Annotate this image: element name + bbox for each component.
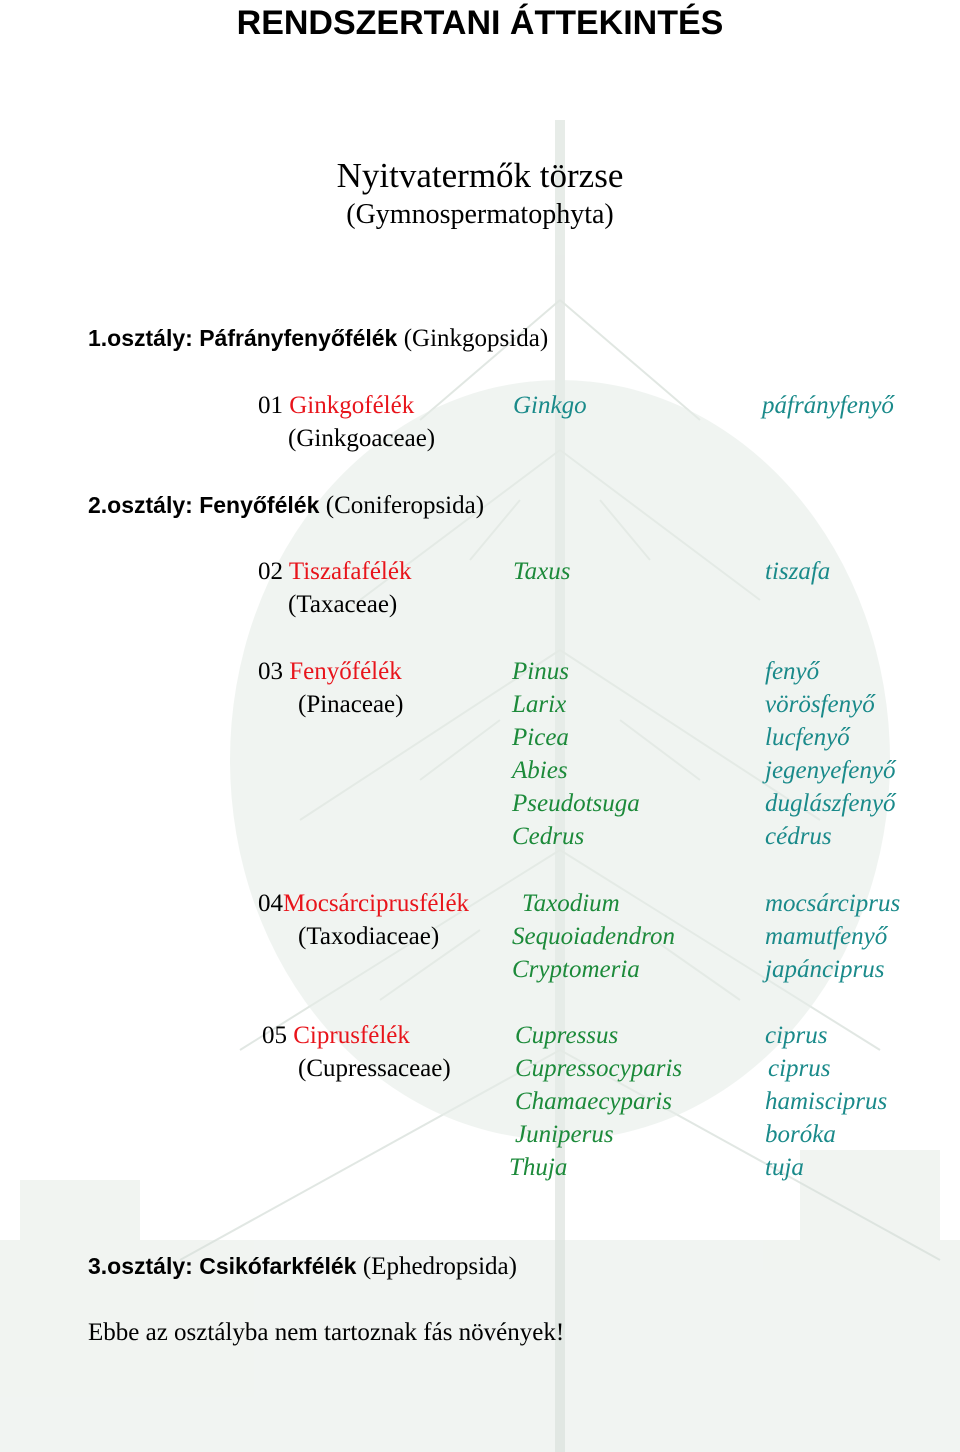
genus-name: Larix <box>512 691 567 718</box>
class-latin: (Coniferopsida) <box>325 492 485 519</box>
common-name: boróka <box>765 1121 836 1148</box>
family-latin: (Ginkgoaceae) <box>288 425 436 452</box>
class-label: 3.osztály: Csikófarkfélék <box>88 1253 357 1279</box>
family-number: 05 <box>262 1022 287 1049</box>
genus-name: Picea <box>512 724 569 751</box>
family-latin: (Pinaceae) <box>298 691 404 718</box>
common-name: mamutfenyő <box>765 923 888 950</box>
genus-name: Pseudotsuga <box>512 790 640 817</box>
common-name: ciprus <box>768 1055 831 1082</box>
family-05 <box>262 1023 410 1048</box>
phylum-latin: (Gymnospermatophyta) <box>346 199 614 230</box>
common-name: hamisciprus <box>765 1088 888 1115</box>
class-1-heading <box>88 326 548 351</box>
genus-name: Abies <box>512 757 568 784</box>
family-01 <box>258 393 414 418</box>
common-name: cédrus <box>765 823 832 850</box>
common-name: tuja <box>765 1154 804 1181</box>
genus-name: Ginkgo <box>513 392 587 419</box>
family-latin: (Taxaceae) <box>288 591 398 618</box>
family-latin: (Cupressaceae) <box>298 1055 451 1082</box>
common-name: lucfenyő <box>765 724 850 751</box>
family-name: Ciprusfélék <box>293 1022 410 1049</box>
genus-name: Sequoiadendron <box>512 923 675 950</box>
family-03 <box>258 659 402 684</box>
genus-name: Juniperus <box>515 1121 614 1148</box>
genus-name: Taxodium <box>522 890 620 917</box>
genus-name: Taxus <box>513 558 571 585</box>
common-name: mocsárciprus <box>765 890 901 917</box>
closing-note: Ebbe az osztályba nem tartoznak fás növények! <box>88 1319 565 1346</box>
class-3-heading <box>88 1254 517 1279</box>
common-name: fenyő <box>765 658 820 685</box>
genus-name: Pinus <box>512 658 569 685</box>
genus-name: Cryptomeria <box>512 956 640 983</box>
common-name: japánciprus <box>765 956 885 983</box>
common-name: tiszafa <box>765 558 831 585</box>
genus-name: Cupressus <box>515 1022 619 1049</box>
common-name: ciprus <box>765 1022 828 1049</box>
family-name: Ginkgofélék <box>289 392 415 419</box>
family-latin: (Taxodiaceae) <box>298 923 440 950</box>
class-label: 1.osztály: Páfrányfenyőfélék <box>88 325 398 351</box>
class-latin: (Ginkgopsida) <box>403 325 549 352</box>
common-name: vörösfenyő <box>765 691 875 718</box>
page-title: RENDSZERTANI ÁTTEKINTÉS <box>236 4 724 42</box>
genus-name: Thuja <box>509 1154 568 1181</box>
genus-name: Cedrus <box>512 823 585 850</box>
class-latin: (Ephedropsida) <box>362 1253 517 1280</box>
genus-name: Chamaecyparis <box>515 1088 672 1115</box>
family-number: 01 <box>258 392 283 419</box>
class-label: 2.osztály: Fenyőfélék <box>88 492 320 518</box>
common-name: páfrányfenyő <box>762 392 894 419</box>
family-number: 04 <box>258 890 283 917</box>
genus-name: Cupressocyparis <box>515 1055 683 1082</box>
family-name: Fenyőfélék <box>289 658 402 685</box>
common-name: jegenyefenyő <box>765 757 896 784</box>
family-name: Mocsárciprusfélék <box>283 890 470 917</box>
family-number: 02 <box>258 558 283 585</box>
common-name: duglászfenyő <box>765 790 896 817</box>
family-02 <box>258 559 411 584</box>
family-number: 03 <box>258 658 283 685</box>
class-2-heading <box>88 493 484 518</box>
phylum-name: Nyitvatermők törzse <box>336 156 624 195</box>
family-name: Tiszafafélék <box>288 558 412 585</box>
family-04 <box>258 891 469 916</box>
